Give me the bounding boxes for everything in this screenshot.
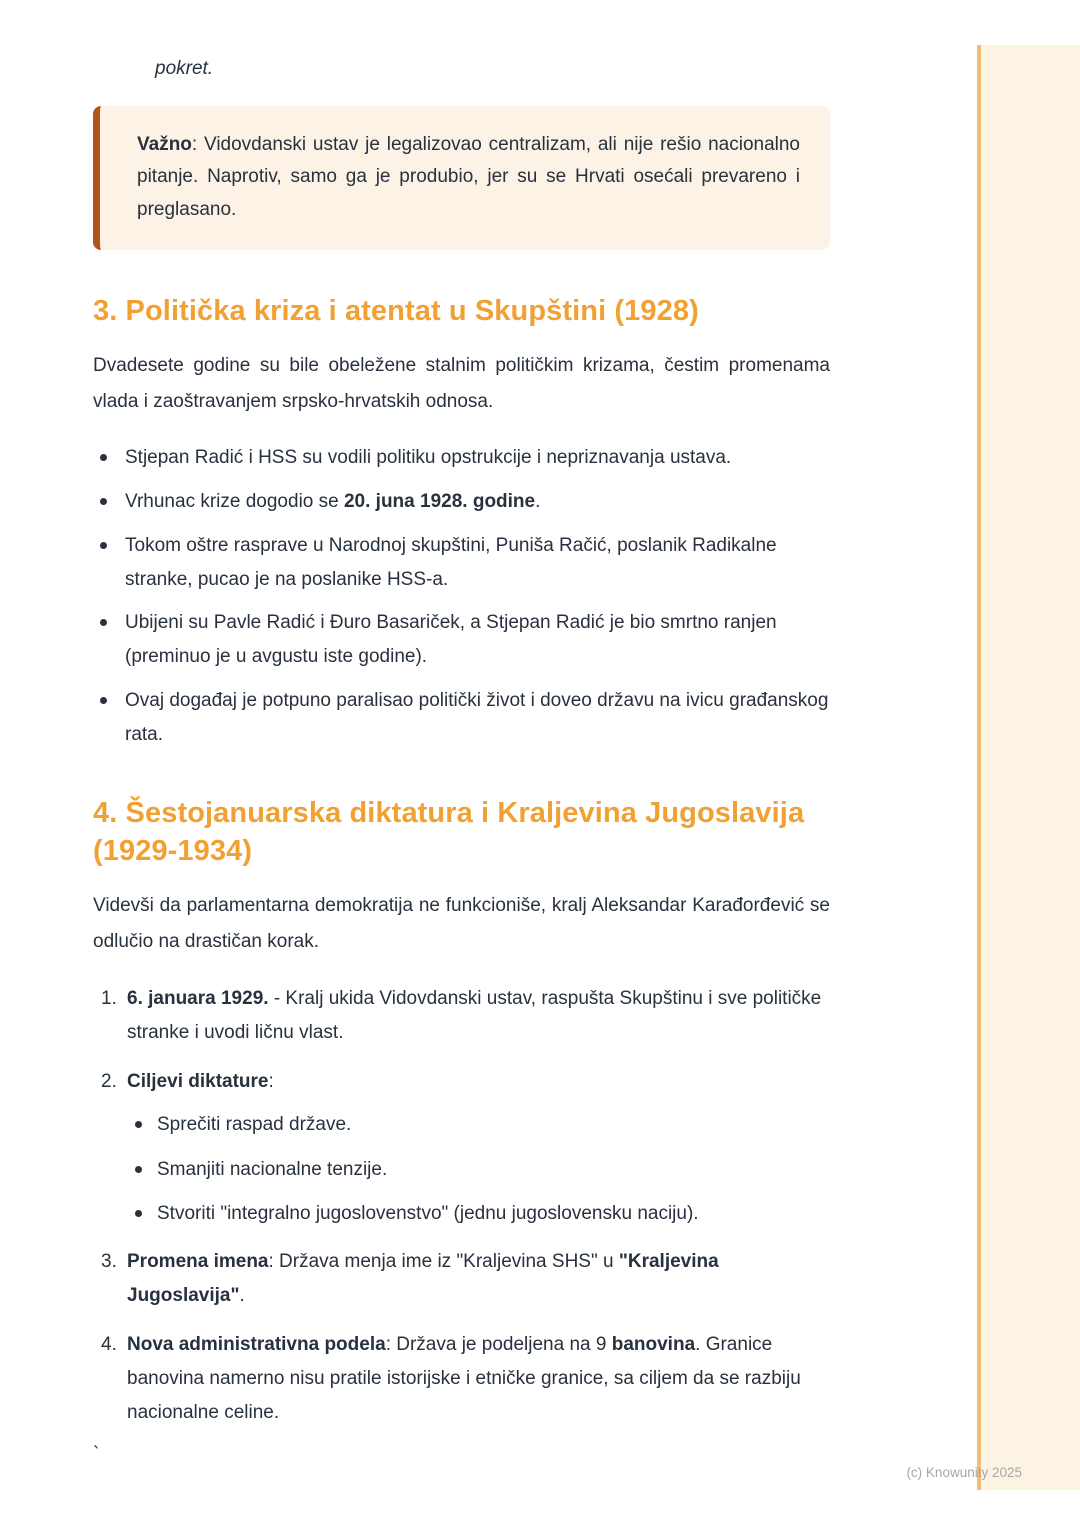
- list-item: [93, 982, 830, 1050]
- list-item-text: Ovaj događaj je potpuno paralisao politički život i doveo državu na ivicu građanskog rata.: [125, 689, 829, 745]
- page-content: [93, 0, 830, 1466]
- list-item: [93, 529, 830, 597]
- callout-text: Važno: Vidovdanski ustav je legalizovao centralizam, ali nije rešio nacionalno pitanje. Naprotiv, samo ga je produbio, jer su se Hrvati osećali prevareno i preglasano.: [137, 133, 800, 220]
- sub-list-item-text: Smanjiti nacionalne tenzije.: [157, 1158, 388, 1180]
- section-4-heading: 4. Šestojanuarska diktatura i Kraljevina Jugoslavija (1929-1934): [93, 796, 805, 867]
- list-item-text: Tokom oštre rasprave u Narodnoj skupštini, Puniša Račić, poslanik Radikalne stranke, pucao je na poslanike HSS-a.: [125, 534, 777, 590]
- list-item-text: Vrhunac krize dogodio se 20. juna 1928. godine.: [125, 490, 541, 512]
- page-right-stripe: [977, 45, 1080, 1490]
- sub-list-item-text: Sprečiti raspad države.: [157, 1113, 352, 1135]
- section-4-intro: Videvši da parlamentarna demokratija ne funkcioniše, kralj Aleksandar Karađorđević se odlučio na drastičan korak.: [93, 895, 830, 953]
- list-item-text: Stjepan Radić i HSS su vodili politiku opstrukcije i nepriznavanja ustava.: [125, 447, 732, 469]
- section-3-bullet-list: [93, 441, 830, 752]
- list-item: [93, 606, 830, 674]
- list-item: [93, 441, 830, 475]
- section-3-heading: 3. Politička kriza i atentat u Skupštini (1928): [93, 294, 699, 327]
- list-item-text: Nova administrativna podela: Država je podeljena na 9 banovina. Granice banovina namerno nisu pratile istorijske i etničke granice, sa ciljem da se razbiju nacionalne celine.: [127, 1333, 801, 1424]
- section-4-numbered-list: [93, 982, 830, 1430]
- list-item-text: 6. januara 1929. - Kralj ukida Vidovdanski ustav, raspušta Skupštinu i sve političke stranke i uvodi ličnu vlast.: [127, 988, 822, 1044]
- sub-list-item: [127, 1197, 830, 1231]
- important-callout: [93, 106, 830, 250]
- list-item-text: Ubijeni su Pavle Radić i Đuro Basariček, a Stjepan Radić je bio smrtno ranjen (preminuo je u avgustu iste godine).: [125, 612, 777, 668]
- sub-list-item: [127, 1153, 830, 1187]
- paragraph-fragment: pokret.: [155, 58, 214, 79]
- list-item: [93, 1328, 830, 1431]
- list-item: [93, 684, 830, 752]
- section-3-intro: Dvadesete godine su bile obeležene stalnim političkim krizama, čestim promenama vlada i zaoštravanjem srpsko-hrvatskih odnosa.: [93, 354, 830, 412]
- list-item-text: Ciljevi diktature:: [127, 1070, 274, 1092]
- sub-list-item-text: Stvoriti "integralno jugoslovenstvo" (jednu jugoslovensku naciju).: [157, 1203, 699, 1225]
- sub-bullet-list: [127, 1108, 830, 1231]
- list-item: [93, 1065, 830, 1232]
- sub-list-item: [127, 1108, 830, 1142]
- list-item-text: Promena imena: Država menja ime iz "Kraljevina SHS" u "Kraljevina Jugoslavija".: [127, 1251, 719, 1307]
- list-item: [93, 485, 830, 519]
- stray-character: `: [93, 1444, 100, 1466]
- copyright-notice: (c) Knowunity 2025: [906, 1465, 1022, 1480]
- list-item: [93, 1245, 830, 1313]
